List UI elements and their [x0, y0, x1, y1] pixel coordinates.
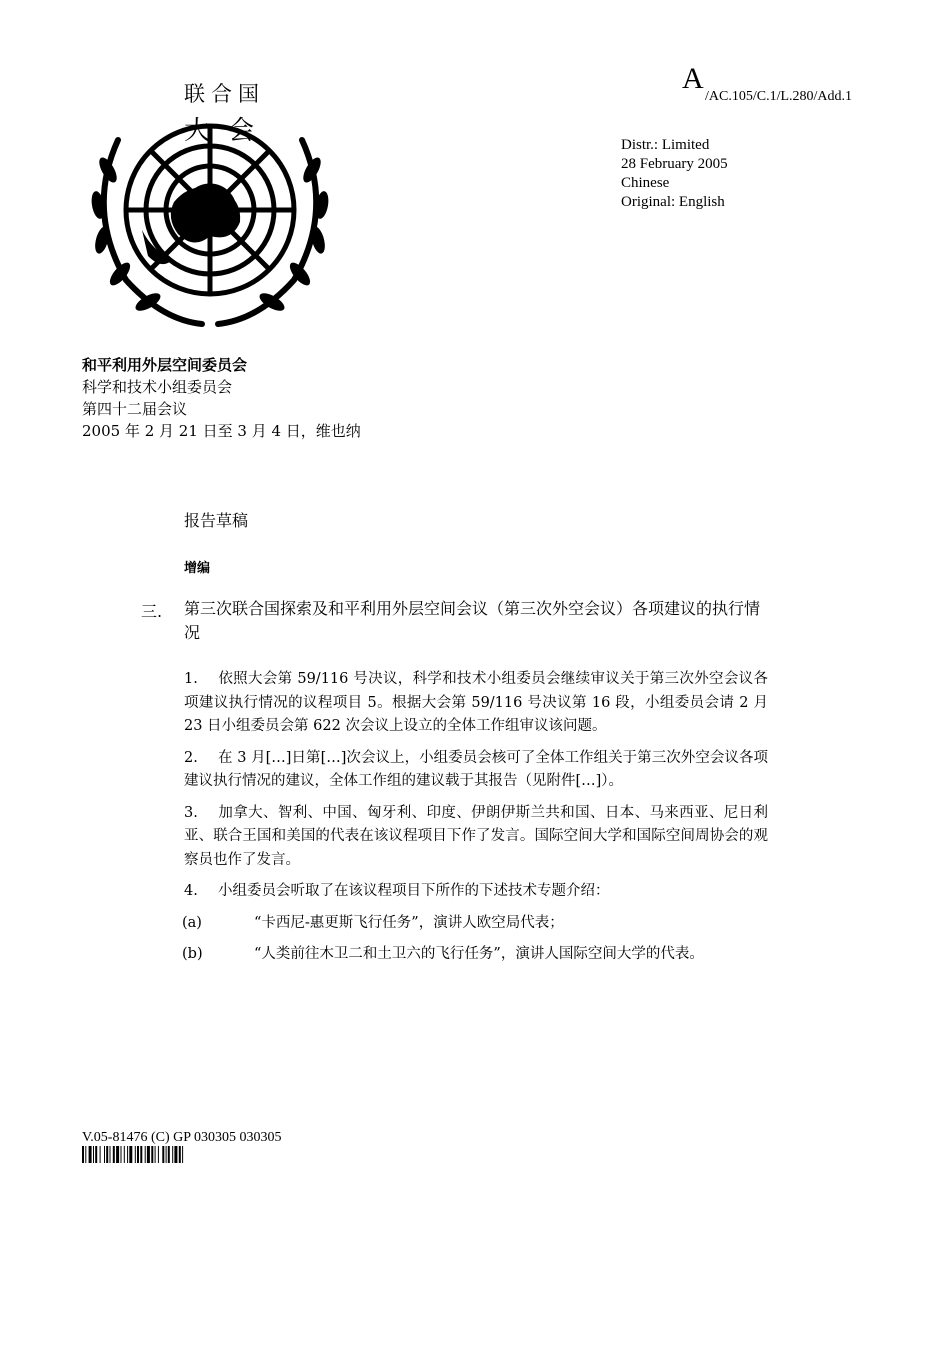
subcommittee-name: 科学和技术小组委员会: [82, 378, 233, 396]
symbol-letter: A: [682, 62, 704, 95]
list-item-label: (a): [182, 914, 202, 931]
paragraph: [184, 668, 768, 739]
paragraph: [184, 747, 768, 794]
date-line: 28 February 2005: [621, 156, 728, 172]
paragraph-number: 3.: [184, 804, 198, 821]
session-name: 第四十二届会议: [82, 400, 188, 418]
list-item-text: “卡西尼-惠更斯飞行任务”，演讲人欧空局代表；: [254, 914, 564, 931]
paragraph-number: 4.: [184, 883, 198, 899]
list-item-text: “人类前往木卫二和土卫六的飞行任务”，演讲人国际空间大学的代表。: [254, 946, 704, 962]
document-symbol: /AC.105/C.1/L.280/Add.1: [705, 89, 853, 104]
paragraph-text: 依照大会第 59/116 号决议，科学和技术小组委员会继续审议关于第三次外空会议各项建议执行情况的议程项目 5。根据大会第 59/116 号决议第 16 段，小组委员会请 2 月 23 日小组委员会第 622 次会议上设立的全体工作组审议该问题。: [184, 671, 768, 734]
paragraph-number: 1.: [184, 671, 198, 687]
job-number: V.05-81476 (C) GP 030305 030305: [82, 1130, 282, 1145]
list-item: [182, 912, 768, 936]
organ-name: 大会: [184, 116, 273, 146]
list-item-label: (b): [182, 946, 203, 962]
committee-block: [82, 354, 361, 442]
section-number: 三.: [141, 602, 163, 621]
distribution-line: Distr.: Limited: [621, 137, 710, 153]
session-dates: 2005 年 2 月 21 日至 3 月 4 日，维也纳: [82, 422, 361, 440]
document-title: 报告草稿: [184, 511, 249, 530]
document-subtitle: 增编: [184, 561, 211, 576]
language-line: Chinese: [621, 175, 670, 191]
paragraph-text: 小组委员会听取了在该议程项目下所作的下述技术专题介绍：: [218, 883, 610, 899]
list-item: [182, 943, 768, 967]
barcode-icon: [82, 1146, 244, 1163]
un-name: 联合国: [184, 82, 265, 106]
paragraph-number: 2.: [184, 749, 198, 766]
paragraph-text: 在 3 月[…]日第[…]次会议上，小组委员会核可了全体工作组关于第三次外空会议各项建议执行情况的建议，全体工作组的建议载于其报告（见附件[…]）。: [184, 749, 768, 789]
paragraph: [184, 880, 768, 904]
paragraph-text: 加拿大、智利、中国、匈牙利、印度、伊朗伊斯兰共和国、日本、马来西亚、尼日利亚、联合王国和美国的代表在该议程项目下作了发言。国际空间大学和国际空间周协会的观察员也作了发言。: [184, 804, 768, 868]
committee-name: 和平利用外层空间委员会: [82, 356, 248, 374]
paragraph: [184, 802, 768, 873]
un-emblem-icon: [82, 110, 338, 334]
body-text: [184, 668, 768, 975]
section-title: 第三次联合国探索及和平利用外层空间会议（第三次外空会议）各项建议的执行情况: [184, 599, 761, 642]
original-language-line: Original: English: [621, 194, 725, 210]
distribution-block: [621, 136, 728, 212]
